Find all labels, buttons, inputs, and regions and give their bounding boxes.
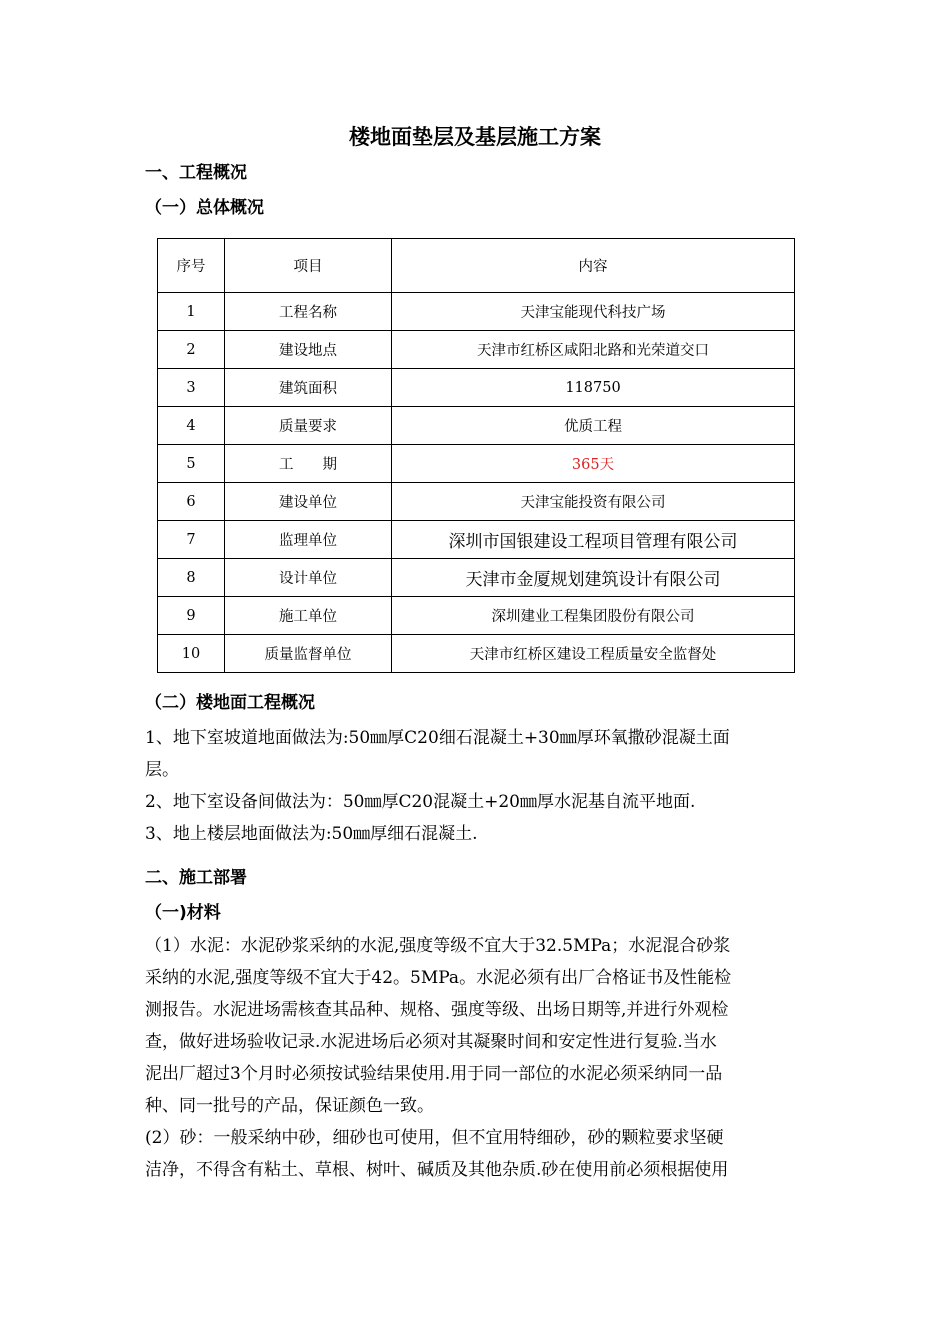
table-header-cell: 序号 xyxy=(158,239,225,293)
floor-item-line: 2、地下室设备间做法为：50㎜厚C20混凝土+20㎜厚水泥基自流平地面. xyxy=(145,792,696,812)
cement-line: 种、同一批号的产品，保证颜色一致。 xyxy=(145,1096,434,1116)
section-heading-overview: 一、工程概况 xyxy=(145,163,247,183)
table-cell-no: 10 xyxy=(158,635,225,673)
table-cell-no: 8 xyxy=(158,559,225,597)
table-cell-item: 建设单位 xyxy=(225,483,392,521)
table-cell-content: 天津市红桥区建设工程质量安全监督处 xyxy=(392,635,795,673)
table-cell-item: 工 期 xyxy=(225,445,392,483)
cement-line: 泥出厂超过3个月时必须按试验结果使用.用于同一部位的水泥必须采纳同一品 xyxy=(145,1064,723,1084)
table-row xyxy=(158,407,795,445)
table-cell-item: 工程名称 xyxy=(225,293,392,331)
table-cell-item: 质量监督单位 xyxy=(225,635,392,673)
table-header-cell: 内容 xyxy=(392,239,795,293)
table-header-row xyxy=(158,239,795,293)
table-cell-content: 118750 xyxy=(392,369,795,407)
table-cell-content: 优质工程 xyxy=(392,407,795,445)
sand-line: 洁净，不得含有粘土、草根、树叶、碱质及其他杂质.砂在使用前必须根据使用 xyxy=(145,1160,729,1180)
table-cell-no: 5 xyxy=(158,445,225,483)
subsection-heading-general: （一）总体概况 xyxy=(145,198,264,218)
table-cell-item: 建设地点 xyxy=(225,331,392,369)
sand-line: (2）砂：一般采纳中砂，细砂也可使用，但不宜用特细砂，砂的颗粒要求坚硬 xyxy=(145,1128,724,1148)
subsection-heading-materials: （一)材料 xyxy=(145,903,221,923)
table-row xyxy=(158,293,795,331)
table-cell-no: 9 xyxy=(158,597,225,635)
cement-paragraph xyxy=(145,930,810,1186)
table-cell-item: 施工单位 xyxy=(225,597,392,635)
table-cell-content: 深圳市国银建设工程项目管理有限公司 xyxy=(392,521,795,559)
table-cell-content: 天津宝能现代科技广场 xyxy=(392,293,795,331)
table-row xyxy=(158,559,795,597)
cement-line: （1）水泥：水泥砂浆采纳的水泥,强度等级不宜大于32.5MPa；水泥混合砂浆 xyxy=(145,936,731,956)
table-cell-no: 6 xyxy=(158,483,225,521)
floor-item-line: 3、地上楼层地面做法为:50㎜厚细石混凝土. xyxy=(145,824,478,844)
table-cell-no: 1 xyxy=(158,293,225,331)
table-row xyxy=(158,369,795,407)
table-cell-item: 设计单位 xyxy=(225,559,392,597)
table-cell-content: 天津市金厦规划建筑设计有限公司 xyxy=(392,559,795,597)
table-cell-no: 7 xyxy=(158,521,225,559)
table-row xyxy=(158,331,795,369)
section-heading-deployment: 二、施工部署 xyxy=(145,868,247,888)
table-cell-no: 4 xyxy=(158,407,225,445)
project-overview-table xyxy=(157,238,795,673)
table-row xyxy=(158,521,795,559)
table-row xyxy=(158,483,795,521)
table-cell-content: 天津市红桥区咸阳北路和光荣道交口 xyxy=(392,331,795,369)
table-cell-no: 3 xyxy=(158,369,225,407)
table-cell-item: 质量要求 xyxy=(225,407,392,445)
subsection-heading-floor: （二）楼地面工程概况 xyxy=(145,693,315,713)
table-cell-item: 建筑面积 xyxy=(225,369,392,407)
document-title: 楼地面垫层及基层施工方案 xyxy=(349,125,601,149)
table-cell-no: 2 xyxy=(158,331,225,369)
cement-line: 测报告。水泥进场需核查其品种、规格、强度等级、出场日期等,并进行外观检 xyxy=(145,1000,729,1020)
floor-item-line: 层。 xyxy=(145,760,179,780)
floor-item-line: 1、地下室坡道地面做法为:50㎜厚C20细石混凝土+30㎜厚环氧撒砂混凝土面 xyxy=(145,728,730,748)
table-row xyxy=(158,635,795,673)
table-cell-item: 监理单位 xyxy=(225,521,392,559)
cement-line: 采纳的水泥,强度等级不宜大于42。5MPa。水泥必须有出厂合格证书及性能检 xyxy=(145,968,732,988)
table-cell-content: 天津宝能投资有限公司 xyxy=(392,483,795,521)
table-cell-content: 深圳建业工程集团股份有限公司 xyxy=(392,597,795,635)
table-header-cell: 项目 xyxy=(225,239,392,293)
table-row xyxy=(158,597,795,635)
floor-items xyxy=(145,722,810,850)
table-row xyxy=(158,445,795,483)
table-cell-content-duration: 365天 xyxy=(392,445,795,483)
cement-line: 查，做好进场验收记录.水泥进场后必须对其凝聚时间和安定性进行复验.当水 xyxy=(145,1032,717,1052)
